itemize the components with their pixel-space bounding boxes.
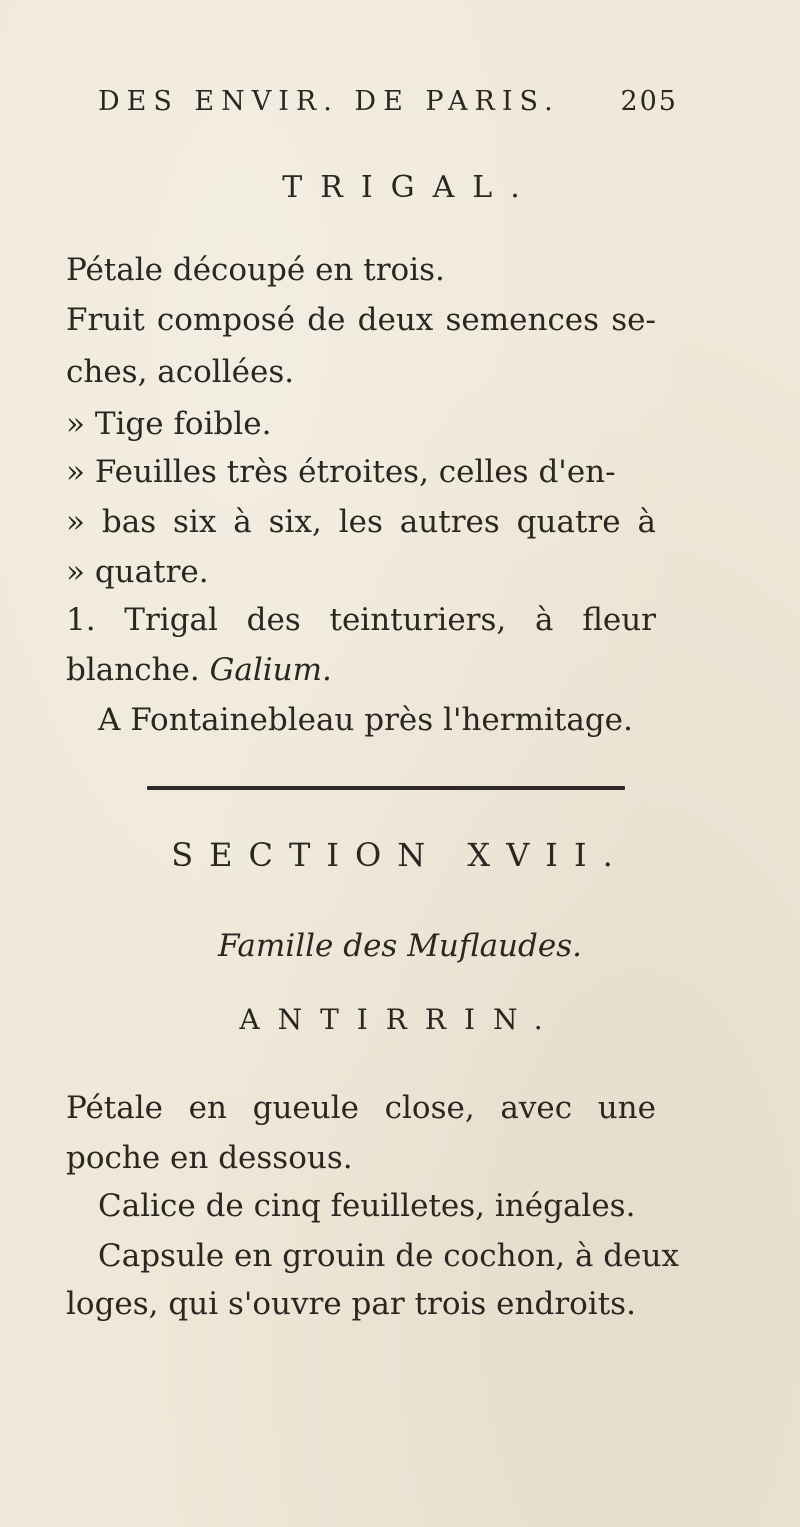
text-line: 1. Trigal des teinturiers, à fleur <box>66 602 656 638</box>
section-title: SECTION XVII. <box>171 836 629 874</box>
text-line: poche en dessous. <box>66 1140 353 1176</box>
genus-title-antirrin: ANTIRRIN. <box>239 1003 561 1036</box>
text-line: » Feuilles très étroites, celles d'en- <box>66 454 616 490</box>
text-line: Capsule en grouin de cochon, à deux <box>98 1238 679 1274</box>
text-line: Calice de cinq feuilletes, inégales. <box>98 1188 636 1224</box>
section-divider <box>147 786 625 790</box>
family-title: Famille des Muflaudes. <box>218 928 582 964</box>
text-line: Fruit composé de deux semences se- <box>66 302 656 338</box>
running-head-text: DES ENVIR. DE PARIS. <box>98 86 560 117</box>
text-line: ches, acollées. <box>66 354 295 390</box>
text-line: » bas six à six, les autres quatre à <box>66 504 656 540</box>
text-fragment: blanche. <box>66 652 200 688</box>
text-line: A Fontainebleau près l'hermitage. <box>98 702 633 738</box>
text-line: Pétale en gueule close, avec une <box>66 1090 656 1126</box>
text-line <box>66 650 332 690</box>
text-line: Pétale découpé en trois. <box>66 252 445 288</box>
latin-name: Galium. <box>209 652 332 688</box>
text-line: » quatre. <box>66 554 209 590</box>
text-line: » Tige foible. <box>66 406 272 442</box>
text-line: loges, qui s'ouvre par trois endroits. <box>66 1286 636 1322</box>
running-head <box>98 86 678 117</box>
page-number: 205 <box>620 86 678 117</box>
genus-title-trigal: TRIGAL. <box>282 170 538 205</box>
